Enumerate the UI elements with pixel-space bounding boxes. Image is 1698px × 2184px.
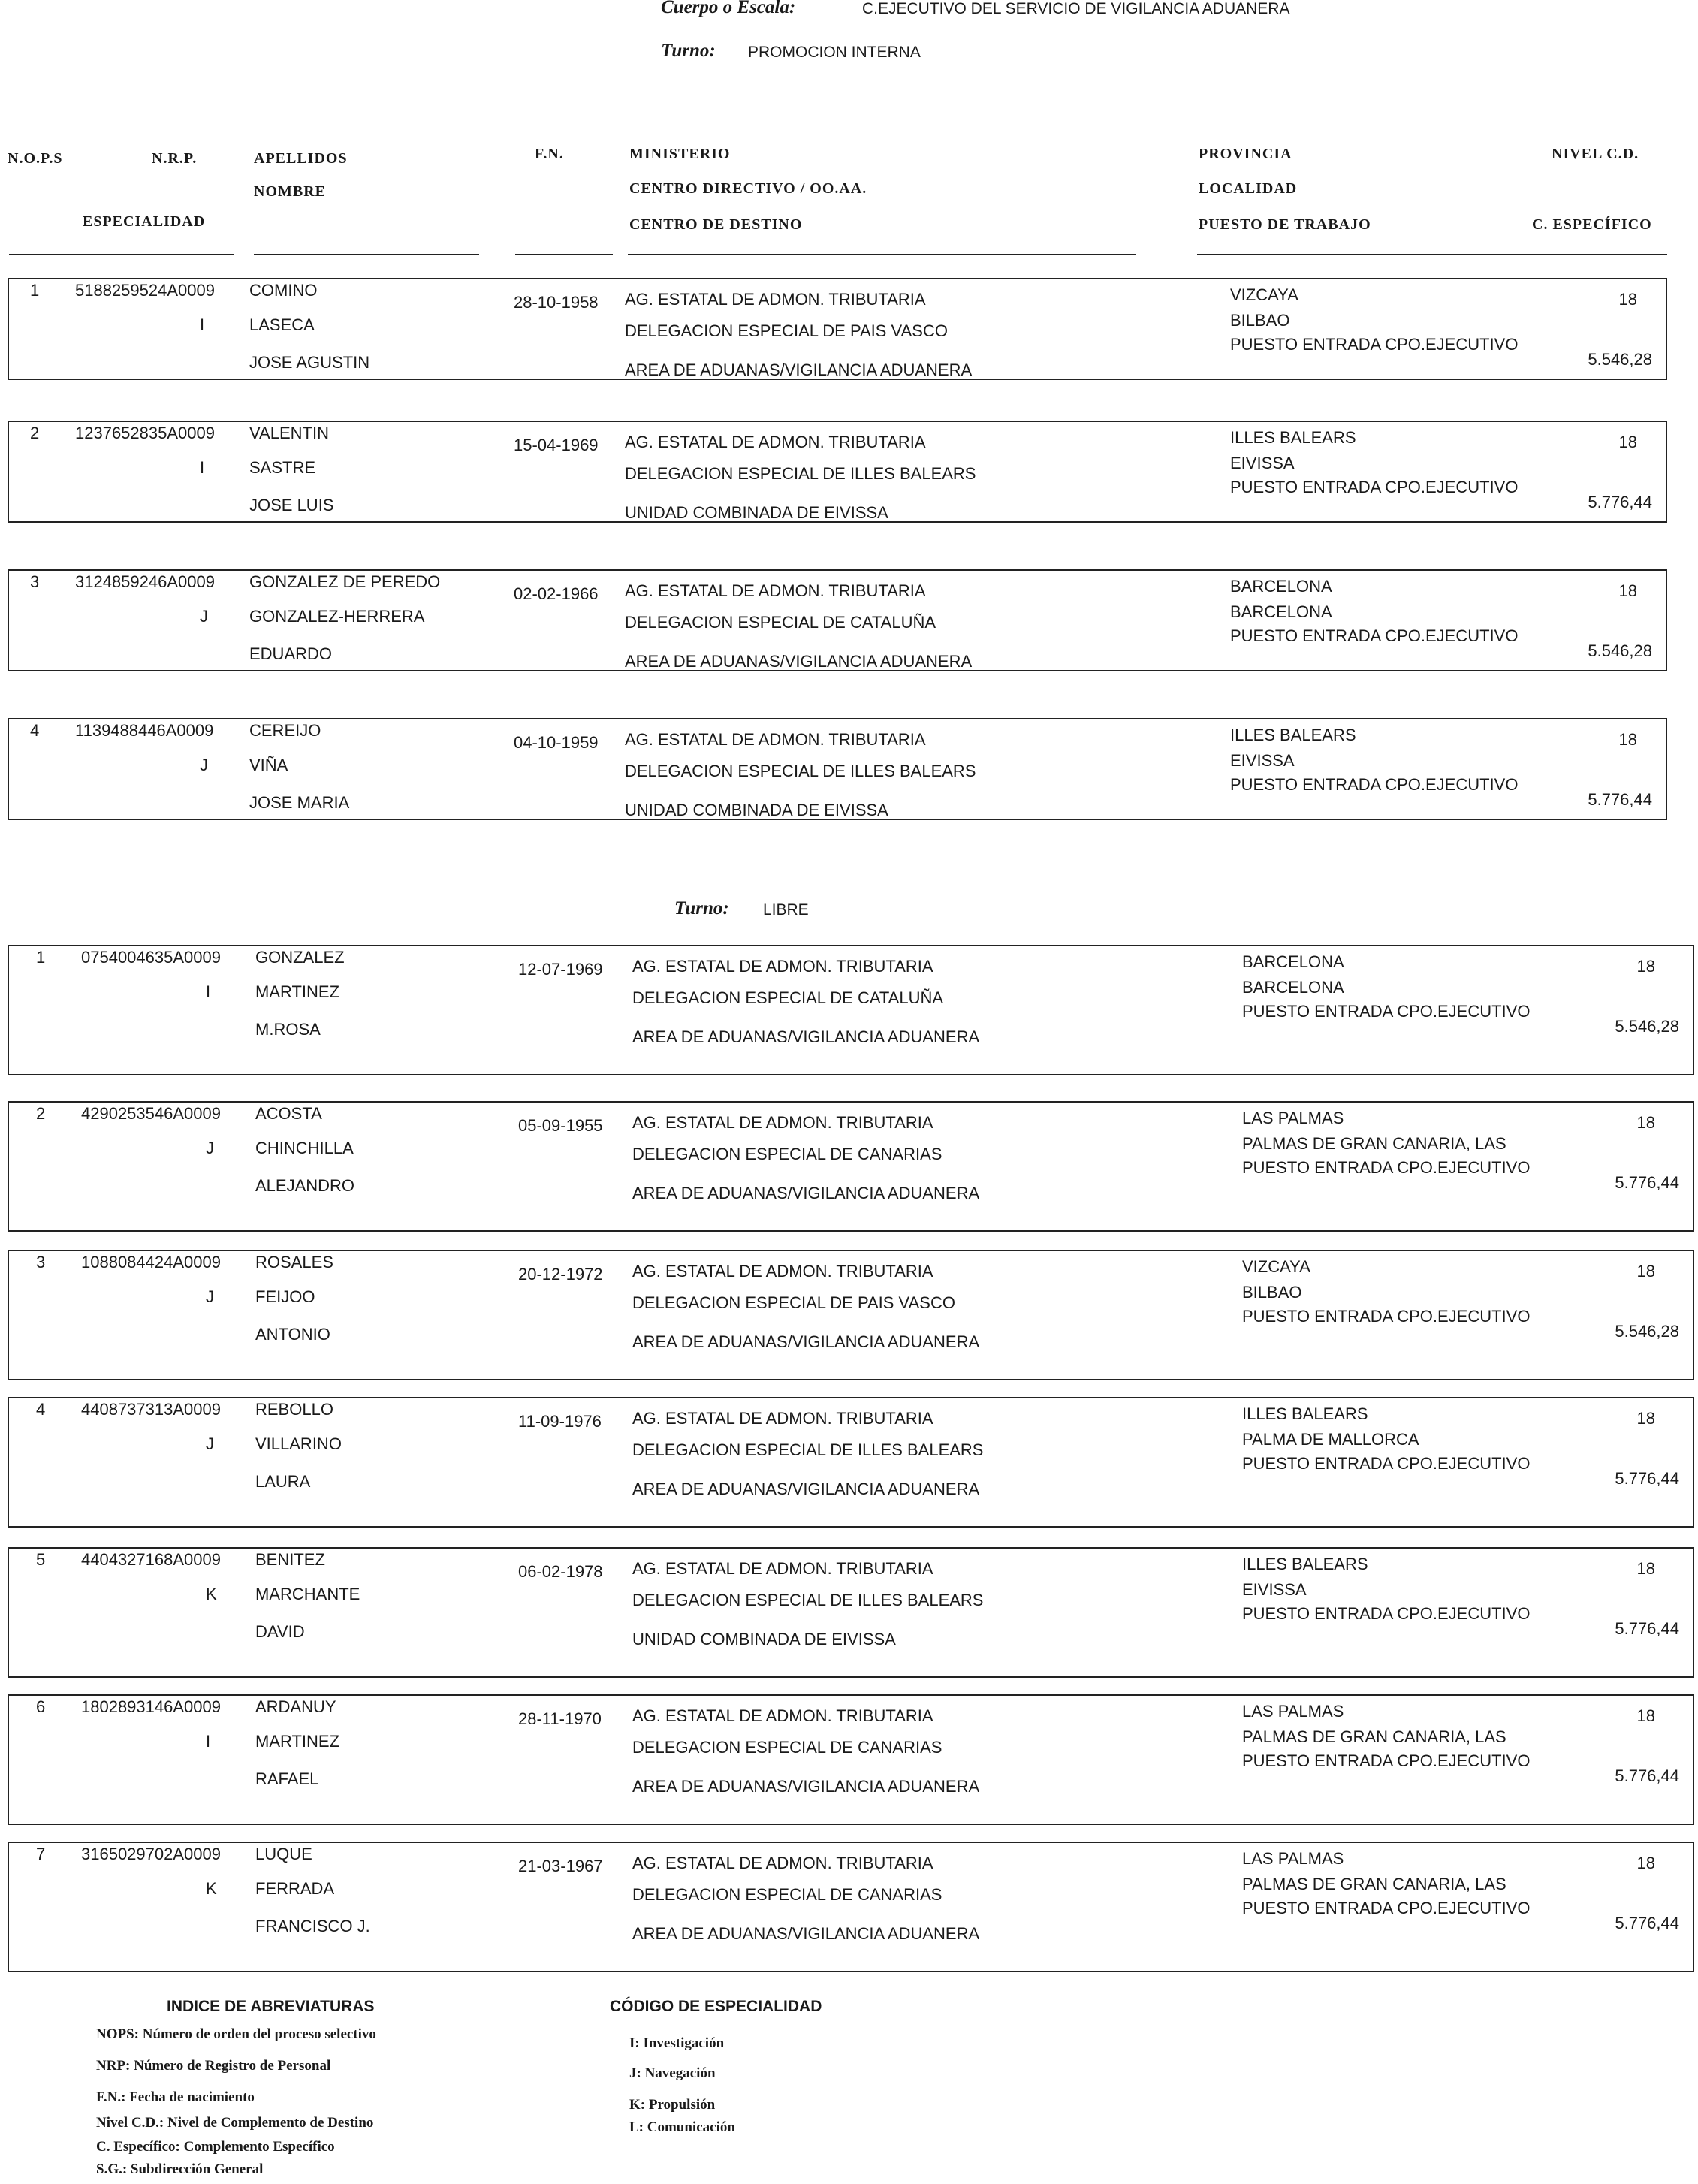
record-especifico: 5.776,44 (1615, 1914, 1679, 1932)
indice-item: NOPS: Número de orden del proceso selectivo (96, 2026, 376, 2042)
record-nops: 5 (36, 1550, 46, 1569)
record-row (8, 278, 1667, 380)
record-apellido1: ARDANUY (255, 1697, 336, 1716)
record-provincia: LAS PALMAS (1242, 1702, 1344, 1721)
record-apellido1: LUQUE (255, 1845, 312, 1863)
header-rule (254, 254, 479, 255)
record-apellido2: MARTINEZ (255, 1732, 340, 1751)
record-row (8, 569, 1667, 671)
codigo-item: L: Comunicación (629, 2119, 735, 2135)
record-nombre: JOSE MARIA (249, 793, 350, 812)
record-nombre: LAURA (255, 1472, 311, 1491)
record-nrp: 1237652835A0009 (75, 424, 215, 442)
record-especifico: 5.776,44 (1615, 1619, 1679, 1638)
record-centro-directivo: DELEGACION ESPECIAL DE PAIS VASCO (625, 321, 948, 340)
record-provincia: VIZCAYA (1242, 1257, 1310, 1276)
col-nrp: N.R.P. (152, 150, 198, 167)
record-especialidad: J (206, 1434, 214, 1453)
record-centro-directivo: DELEGACION ESPECIAL DE ILLES BALEARS (625, 464, 976, 483)
record-centro-destino: AREA DE ADUANAS/VIGILANCIA ADUANERA (632, 1027, 980, 1046)
record-especialidad: J (206, 1287, 214, 1306)
record-provincia: BARCELONA (1242, 952, 1344, 971)
record-especialidad: I (200, 315, 205, 334)
record-nops: 2 (30, 424, 40, 442)
header-rule (9, 254, 234, 255)
record-centro-directivo: DELEGACION ESPECIAL DE CANARIAS (632, 1885, 942, 1904)
record-centro-directivo: DELEGACION ESPECIAL DE ILLES BALEARS (625, 762, 976, 780)
record-fecha-nacimiento: 20-12-1972 (518, 1265, 603, 1284)
record-puesto: PUESTO ENTRADA CPO.EJECUTIVO (1242, 1899, 1531, 1917)
record-nrp: 4290253546A0009 (81, 1104, 221, 1123)
record-puesto: PUESTO ENTRADA CPO.EJECUTIVO (1242, 1307, 1531, 1326)
record-especialidad: J (200, 607, 208, 626)
indice-item: F.N.: Fecha de nacimiento (96, 2089, 255, 2105)
record-row (8, 421, 1667, 523)
record-row (8, 1250, 1694, 1380)
record-puesto: PUESTO ENTRADA CPO.EJECUTIVO (1242, 1158, 1531, 1177)
record-apellido2: MARTINEZ (255, 982, 340, 1001)
codigo-item: K: Propulsión (629, 2097, 716, 2113)
indice-title: INDICE DE ABREVIATURAS (167, 1998, 375, 2015)
record-nops: 6 (36, 1697, 46, 1716)
record-especifico: 5.546,28 (1615, 1017, 1679, 1036)
record-nombre: RAFAEL (255, 1769, 319, 1788)
record-especifico: 5.546,28 (1615, 1322, 1679, 1341)
record-nrp: 4408737313A0009 (81, 1400, 221, 1419)
record-row (8, 945, 1694, 1075)
record-apellido2: SASTRE (249, 458, 316, 477)
record-fecha-nacimiento: 05-09-1955 (518, 1116, 603, 1135)
record-especialidad: K (206, 1879, 217, 1898)
record-localidad: EIVISSA (1230, 751, 1295, 770)
record-nrp: 5188259524A0009 (75, 281, 215, 300)
record-localidad: BILBAO (1242, 1283, 1302, 1302)
record-ministerio: AG. ESTATAL DE ADMON. TRIBUTARIA (625, 581, 926, 600)
record-nrp: 1139488446A0009 (75, 721, 214, 740)
record-especialidad: I (206, 1732, 211, 1751)
col-especialidad: ESPECIALIDAD (83, 213, 206, 230)
turno-label: Turno: (661, 41, 716, 61)
turno2-label: Turno: (674, 898, 729, 919)
record-puesto: PUESTO ENTRADA CPO.EJECUTIVO (1242, 1751, 1531, 1770)
record-nivel: 18 (1618, 581, 1637, 600)
record-apellido1: REBOLLO (255, 1400, 333, 1419)
record-especifico: 5.776,44 (1615, 1173, 1679, 1192)
record-especifico: 5.776,44 (1588, 790, 1652, 809)
record-fecha-nacimiento: 06-02-1978 (518, 1562, 603, 1581)
record-nrp: 3124859246A0009 (75, 572, 215, 591)
record-puesto: PUESTO ENTRADA CPO.EJECUTIVO (1242, 1002, 1531, 1021)
record-nops: 3 (36, 1253, 46, 1271)
record-centro-destino: AREA DE ADUANAS/VIGILANCIA ADUANERA (632, 1332, 980, 1351)
record-centro-directivo: DELEGACION ESPECIAL DE ILLES BALEARS (632, 1591, 984, 1609)
record-especifico: 5.776,44 (1615, 1766, 1679, 1785)
record-ministerio: AG. ESTATAL DE ADMON. TRIBUTARIA (632, 1113, 933, 1132)
record-apellido2: GONZALEZ-HERRERA (249, 607, 425, 626)
record-centro-destino: UNIDAD COMBINADA DE EIVISSA (625, 801, 888, 819)
record-apellido2: CHINCHILLA (255, 1139, 354, 1157)
record-especialidad: I (200, 458, 205, 477)
record-centro-directivo: DELEGACION ESPECIAL DE CANARIAS (632, 1145, 942, 1163)
record-especialidad: K (206, 1585, 217, 1603)
record-ministerio: AG. ESTATAL DE ADMON. TRIBUTARIA (625, 730, 926, 749)
record-ministerio: AG. ESTATAL DE ADMON. TRIBUTARIA (632, 1559, 933, 1578)
col-localidad: LOCALIDAD (1199, 180, 1298, 197)
record-nivel: 18 (1636, 1854, 1655, 1872)
record-localidad: EIVISSA (1242, 1580, 1307, 1599)
record-centro-destino: AREA DE ADUANAS/VIGILANCIA ADUANERA (632, 1924, 980, 1943)
col-nops: N.O.P.S (8, 150, 63, 167)
record-localidad: PALMA DE MALLORCA (1242, 1430, 1419, 1449)
col-apellidos: APELLIDOS (254, 150, 348, 167)
record-apellido1: ROSALES (255, 1253, 333, 1271)
record-fecha-nacimiento: 28-11-1970 (518, 1709, 602, 1728)
record-centro-destino: AREA DE ADUANAS/VIGILANCIA ADUANERA (632, 1184, 980, 1202)
record-especifico: 5.546,28 (1588, 641, 1652, 660)
record-fecha-nacimiento: 21-03-1967 (518, 1857, 603, 1875)
record-ministerio: AG. ESTATAL DE ADMON. TRIBUTARIA (632, 1409, 933, 1428)
record-centro-directivo: DELEGACION ESPECIAL DE ILLES BALEARS (632, 1440, 984, 1459)
record-nrp: 1802893146A0009 (81, 1697, 221, 1716)
record-nombre: JOSE AGUSTIN (249, 353, 370, 372)
turno-value: PROMOCION INTERNA (748, 44, 921, 61)
record-apellido1: CEREIJO (249, 721, 321, 740)
record-centro-destino: AREA DE ADUANAS/VIGILANCIA ADUANERA (625, 652, 973, 671)
record-provincia: LAS PALMAS (1242, 1109, 1344, 1127)
record-ministerio: AG. ESTATAL DE ADMON. TRIBUTARIA (625, 433, 926, 451)
record-especifico: 5.776,44 (1588, 493, 1652, 511)
record-row (8, 1397, 1694, 1528)
record-nombre: ALEJANDRO (255, 1176, 355, 1195)
record-nrp: 4404327168A0009 (81, 1550, 221, 1569)
record-nivel: 18 (1636, 1706, 1655, 1725)
col-centro-directivo: CENTRO DIRECTIVO / OO.AA. (629, 180, 867, 197)
record-fecha-nacimiento: 04-10-1959 (514, 733, 599, 752)
record-localidad: BILBAO (1230, 311, 1290, 330)
cuerpo-value: C.EJECUTIVO DEL SERVICIO DE VIGILANCIA ADUANERA (862, 0, 1290, 17)
codigo-item: J: Navegación (629, 2065, 716, 2081)
record-localidad: PALMAS DE GRAN CANARIA, LAS (1242, 1875, 1506, 1893)
record-provincia: VIZCAYA (1230, 285, 1298, 304)
record-apellido2: VILLARINO (255, 1434, 342, 1453)
col-nombre: NOMBRE (254, 183, 326, 200)
col-ministerio: MINISTERIO (629, 146, 731, 162)
record-apellido2: FEIJOO (255, 1287, 315, 1306)
record-row (8, 718, 1667, 820)
record-nops: 7 (36, 1845, 46, 1863)
record-apellido1: COMINO (249, 281, 318, 300)
record-row (8, 1694, 1694, 1825)
record-nivel: 18 (1636, 1409, 1655, 1428)
codigo-title: CÓDIGO DE ESPECIALIDAD (610, 1998, 822, 2015)
record-localidad: BARCELONA (1242, 978, 1344, 997)
record-centro-directivo: DELEGACION ESPECIAL DE CATALUÑA (632, 988, 944, 1007)
record-nrp: 0754004635A0009 (81, 948, 221, 967)
record-nivel: 18 (1618, 433, 1637, 451)
record-apellido1: BENITEZ (255, 1550, 325, 1569)
record-provincia: ILLES BALEARS (1230, 725, 1356, 744)
record-nops: 3 (30, 572, 40, 591)
record-row (8, 1842, 1694, 1972)
record-nops: 4 (30, 721, 40, 740)
record-centro-directivo: DELEGACION ESPECIAL DE CATALUÑA (625, 613, 936, 632)
indice-item: S.G.: Subdirección General (96, 2161, 264, 2177)
col-nivel: NIVEL C.D. (1552, 146, 1639, 162)
record-provincia: BARCELONA (1230, 577, 1332, 596)
record-nrp: 3165029702A0009 (81, 1845, 221, 1863)
record-ministerio: AG. ESTATAL DE ADMON. TRIBUTARIA (632, 1706, 933, 1725)
record-localidad: PALMAS DE GRAN CANARIA, LAS (1242, 1727, 1506, 1746)
record-row (8, 1547, 1694, 1678)
record-centro-destino: AREA DE ADUANAS/VIGILANCIA ADUANERA (632, 1480, 980, 1498)
record-apellido1: ACOSTA (255, 1104, 322, 1123)
indice-item: C. Específico: Complemento Específico (96, 2139, 335, 2155)
record-fecha-nacimiento: 15-04-1969 (514, 436, 599, 454)
record-nops: 1 (36, 948, 46, 967)
record-puesto: PUESTO ENTRADA CPO.EJECUTIVO (1230, 626, 1519, 645)
record-puesto: PUESTO ENTRADA CPO.EJECUTIVO (1230, 775, 1519, 794)
record-apellido1: GONZALEZ DE PEREDO (249, 572, 441, 591)
record-puesto: PUESTO ENTRADA CPO.EJECUTIVO (1230, 478, 1519, 496)
col-fn: F.N. (535, 146, 564, 162)
record-puesto: PUESTO ENTRADA CPO.EJECUTIVO (1242, 1454, 1531, 1473)
record-puesto: PUESTO ENTRADA CPO.EJECUTIVO (1230, 335, 1519, 354)
record-nivel: 18 (1618, 290, 1637, 309)
record-especialidad: J (200, 756, 208, 774)
record-ministerio: AG. ESTATAL DE ADMON. TRIBUTARIA (625, 290, 926, 309)
header-rule (515, 254, 613, 255)
record-nivel: 18 (1618, 730, 1637, 749)
record-apellido2: LASECA (249, 315, 315, 334)
record-nops: 2 (36, 1104, 46, 1123)
record-fecha-nacimiento: 12-07-1969 (518, 960, 603, 979)
col-especifico: C. ESPECÍFICO (1532, 216, 1652, 233)
record-nrp: 1088084424A0009 (81, 1253, 221, 1271)
record-apellido2: MARCHANTE (255, 1585, 360, 1603)
record-centro-destino: UNIDAD COMBINADA DE EIVISSA (632, 1630, 896, 1649)
col-centro-destino: CENTRO DE DESTINO (629, 216, 803, 233)
record-nombre: ANTONIO (255, 1325, 330, 1344)
record-nivel: 18 (1636, 1113, 1655, 1132)
col-puesto: PUESTO DE TRABAJO (1199, 216, 1371, 233)
record-provincia: LAS PALMAS (1242, 1849, 1344, 1868)
header-rule (1197, 254, 1667, 255)
record-nivel: 18 (1636, 1559, 1655, 1578)
record-centro-directivo: DELEGACION ESPECIAL DE CANARIAS (632, 1738, 942, 1757)
record-localidad: BARCELONA (1230, 602, 1332, 621)
indice-item: Nivel C.D.: Nivel de Complemento de Destino (96, 2115, 374, 2131)
record-apellido2: FERRADA (255, 1879, 335, 1898)
record-ministerio: AG. ESTATAL DE ADMON. TRIBUTARIA (632, 1854, 933, 1872)
indice-item: NRP: Número de Registro de Personal (96, 2058, 331, 2074)
record-row (8, 1101, 1694, 1232)
record-fecha-nacimiento: 02-02-1966 (514, 584, 599, 603)
header-rule (628, 254, 1136, 255)
record-apellido1: GONZALEZ (255, 948, 345, 967)
codigo-item: I: Investigación (629, 2035, 725, 2051)
record-nombre: M.ROSA (255, 1020, 321, 1039)
record-ministerio: AG. ESTATAL DE ADMON. TRIBUTARIA (632, 1262, 933, 1281)
record-nivel: 18 (1636, 957, 1655, 976)
record-especialidad: I (206, 982, 211, 1001)
record-apellido1: VALENTIN (249, 424, 329, 442)
record-especifico: 5.546,28 (1588, 350, 1652, 369)
record-especifico: 5.776,44 (1615, 1469, 1679, 1488)
record-centro-destino: UNIDAD COMBINADA DE EIVISSA (625, 503, 888, 522)
record-puesto: PUESTO ENTRADA CPO.EJECUTIVO (1242, 1604, 1531, 1623)
record-nombre: DAVID (255, 1622, 305, 1641)
record-nombre: EDUARDO (249, 644, 333, 663)
record-nops: 4 (36, 1400, 46, 1419)
record-apellido2: VIÑA (249, 756, 288, 774)
cuerpo-label: Cuerpo o Escala: (661, 0, 796, 17)
record-nombre: JOSE LUIS (249, 496, 334, 514)
record-especialidad: J (206, 1139, 214, 1157)
record-nombre: FRANCISCO J. (255, 1917, 370, 1935)
record-provincia: ILLES BALEARS (1230, 428, 1356, 447)
turno2-value: LIBRE (763, 901, 809, 919)
record-centro-directivo: DELEGACION ESPECIAL DE PAIS VASCO (632, 1293, 955, 1312)
record-provincia: ILLES BALEARS (1242, 1404, 1368, 1423)
record-centro-destino: AREA DE ADUANAS/VIGILANCIA ADUANERA (625, 360, 973, 379)
record-ministerio: AG. ESTATAL DE ADMON. TRIBUTARIA (632, 957, 933, 976)
col-provincia: PROVINCIA (1199, 146, 1292, 162)
record-fecha-nacimiento: 11-09-1976 (518, 1412, 602, 1431)
record-localidad: EIVISSA (1230, 454, 1295, 472)
record-nops: 1 (30, 281, 40, 300)
record-centro-destino: AREA DE ADUANAS/VIGILANCIA ADUANERA (632, 1777, 980, 1796)
record-fecha-nacimiento: 28-10-1958 (514, 293, 599, 312)
record-localidad: PALMAS DE GRAN CANARIA, LAS (1242, 1134, 1506, 1153)
record-provincia: ILLES BALEARS (1242, 1555, 1368, 1573)
record-nivel: 18 (1636, 1262, 1655, 1281)
